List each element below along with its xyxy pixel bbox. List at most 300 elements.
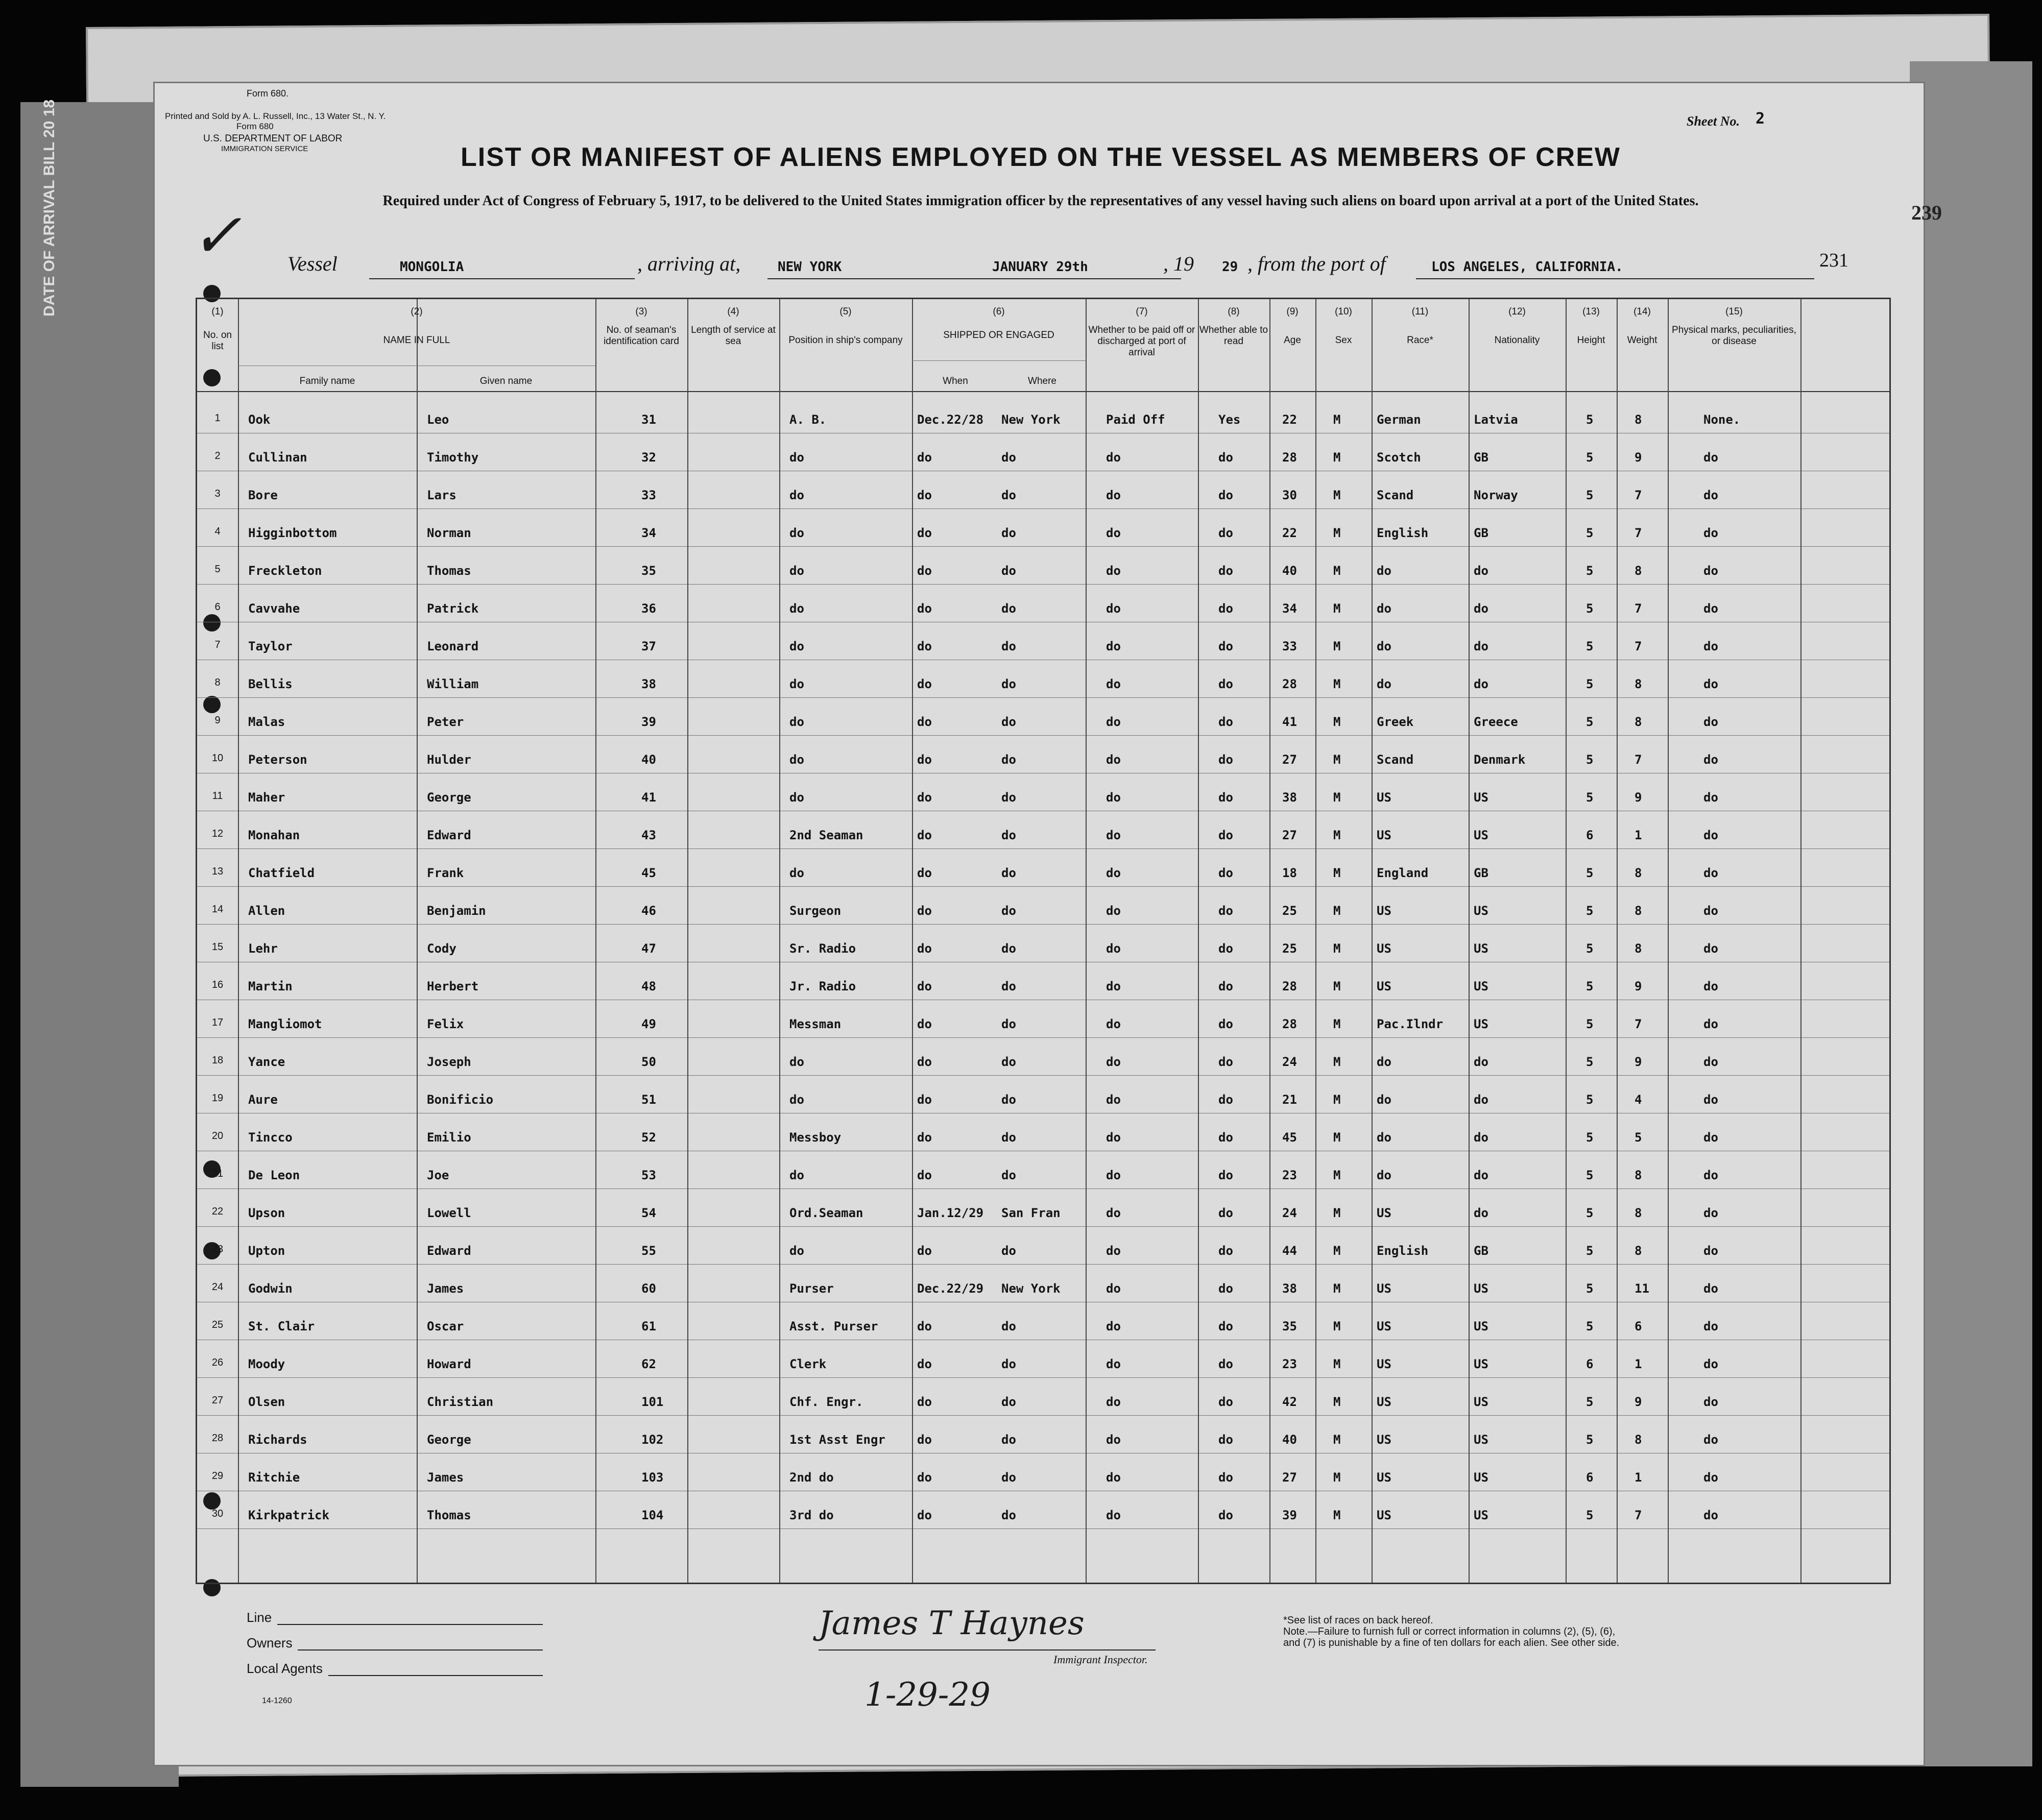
able-to-read-cell: do xyxy=(1218,753,1233,767)
header-length-of-service: Length of service at sea xyxy=(691,325,776,347)
weight-cell: 7 xyxy=(1635,1017,1642,1031)
able-to-read-cell: do xyxy=(1218,828,1233,842)
nationality-cell: do xyxy=(1474,677,1488,691)
family-name-cell: Bore xyxy=(248,488,278,502)
sex-cell: M xyxy=(1333,1470,1341,1485)
able-to-read-cell: do xyxy=(1218,1130,1233,1145)
year-suffix: 29 xyxy=(1222,259,1238,275)
shipped-when-cell: do xyxy=(917,790,932,805)
paid-off-cell: do xyxy=(1106,526,1121,540)
race-cell: US xyxy=(1377,790,1391,805)
position-cell: do xyxy=(789,488,804,502)
column-divider xyxy=(1800,299,1801,1583)
given-name-cell: James xyxy=(427,1281,464,1296)
race-cell: US xyxy=(1377,1395,1391,1409)
able-to-read-cell: do xyxy=(1218,1281,1233,1296)
position-cell: Messboy xyxy=(789,1130,842,1145)
sex-cell: M xyxy=(1333,1168,1341,1182)
height-cell: 5 xyxy=(1586,1206,1594,1220)
age-cell: 41 xyxy=(1282,715,1297,729)
shipped-where-cell: do xyxy=(1001,941,1016,956)
from-port: LOS ANGELES, CALIFORNIA. xyxy=(1431,259,1623,275)
family-name-cell: Aure xyxy=(248,1093,278,1107)
family-name-cell: Allen xyxy=(248,904,285,918)
given-name-cell: Lowell xyxy=(427,1206,471,1220)
weight-cell: 9 xyxy=(1635,790,1642,805)
shipped-where-cell: do xyxy=(1001,526,1016,540)
paid-off-cell: do xyxy=(1106,1168,1121,1182)
page-subtitle: Required under Act of Congress of February 5, 1917, to be delivered to the United States immigration officer by the representatives of any vessel having such aliens on board upon arrival at a port of the United States. xyxy=(382,193,1699,209)
weight-cell: 7 xyxy=(1635,753,1642,767)
able-to-read-cell: do xyxy=(1218,941,1233,956)
position-cell: Ord.Seaman xyxy=(789,1206,863,1220)
position-cell: do xyxy=(789,1093,804,1107)
paid-off-cell: do xyxy=(1106,564,1121,578)
header-col-8-num: (8) xyxy=(1228,306,1240,317)
race-cell: Scand xyxy=(1377,753,1414,767)
position-cell: Purser xyxy=(789,1281,834,1296)
physical-marks-cell: do xyxy=(1703,828,1718,842)
page-number: 231 xyxy=(1819,250,1848,271)
weight-cell: 8 xyxy=(1635,564,1642,578)
card-number-cell: 34 xyxy=(641,526,656,540)
height-cell: 5 xyxy=(1586,790,1594,805)
able-to-read-cell: do xyxy=(1218,564,1233,578)
column-divider xyxy=(1566,299,1567,1583)
shipped-when-cell: do xyxy=(917,1470,932,1485)
header-race: Race* xyxy=(1407,335,1433,346)
card-number-cell: 45 xyxy=(641,866,656,880)
sex-cell: M xyxy=(1333,488,1341,502)
physical-marks-cell: do xyxy=(1703,1508,1718,1522)
shipped-where-cell: do xyxy=(1001,1130,1016,1145)
background-sheet-right xyxy=(1910,61,2032,1766)
given-name-cell: George xyxy=(427,790,471,805)
age-cell: 34 xyxy=(1282,601,1297,616)
age-cell: 25 xyxy=(1282,941,1297,956)
position-cell: Surgeon xyxy=(789,904,842,918)
age-cell: 28 xyxy=(1282,677,1297,691)
physical-marks-cell: do xyxy=(1703,1319,1718,1333)
weight-cell: 8 xyxy=(1635,1206,1642,1220)
header-col-14-num: (14) xyxy=(1633,306,1651,317)
height-cell: 5 xyxy=(1586,450,1594,465)
race-cell: US xyxy=(1377,1206,1391,1220)
height-cell: 6 xyxy=(1586,1470,1594,1485)
able-to-read-cell: do xyxy=(1218,790,1233,805)
row-number: 23 xyxy=(211,1244,224,1255)
shipped-when-cell: do xyxy=(917,1244,932,1258)
physical-marks-cell: do xyxy=(1703,1017,1718,1031)
age-cell: 24 xyxy=(1282,1206,1297,1220)
row-number: 19 xyxy=(211,1093,224,1104)
form-label: Form 680. xyxy=(247,88,289,99)
header-shipped-engaged: SHIPPED OR ENGAGED xyxy=(943,330,1054,341)
column-divider xyxy=(1372,299,1373,1583)
side-stamp: DATE OF ARRIVAL BILL 20 18 xyxy=(41,99,58,317)
height-cell: 5 xyxy=(1586,1433,1594,1447)
weight-cell: 8 xyxy=(1635,1244,1642,1258)
weight-cell: 8 xyxy=(1635,677,1642,691)
sex-cell: M xyxy=(1333,450,1341,465)
paid-off-cell: do xyxy=(1106,790,1121,805)
height-cell: 5 xyxy=(1586,601,1594,616)
printer-credit xyxy=(165,111,386,132)
able-to-read-cell: do xyxy=(1218,904,1233,918)
age-cell: 28 xyxy=(1282,1017,1297,1031)
height-cell: 5 xyxy=(1586,1508,1594,1522)
card-number-cell: 51 xyxy=(641,1093,656,1107)
nationality-cell: do xyxy=(1474,601,1488,616)
position-cell: 2nd Seaman xyxy=(789,828,863,842)
paid-off-cell: do xyxy=(1106,1055,1121,1069)
age-cell: 22 xyxy=(1282,412,1297,427)
nationality-cell: do xyxy=(1474,1130,1488,1145)
age-cell: 40 xyxy=(1282,564,1297,578)
shipped-where-cell: do xyxy=(1001,1433,1016,1447)
shipped-where-cell: New York xyxy=(1001,412,1061,427)
card-number-cell: 31 xyxy=(641,412,656,427)
card-number-cell: 49 xyxy=(641,1017,656,1031)
arrival-date: JANUARY 29th xyxy=(992,259,1088,275)
nationality-cell: GB xyxy=(1474,526,1488,540)
family-name-cell: Kirkpatrick xyxy=(248,1508,329,1522)
sheet-number: 2 xyxy=(1756,110,1765,128)
row-number: 10 xyxy=(211,753,224,764)
weight-cell: 4 xyxy=(1635,1093,1642,1107)
shipped-where-cell: do xyxy=(1001,1168,1016,1182)
race-cell: US xyxy=(1377,904,1391,918)
race-cell: England xyxy=(1377,866,1429,880)
family-name-cell: Malas xyxy=(248,715,285,729)
card-number-cell: 52 xyxy=(641,1130,656,1145)
column-divider xyxy=(1668,299,1669,1583)
weight-cell: 8 xyxy=(1635,866,1642,880)
from-label: , from the port of xyxy=(1247,252,1386,275)
shipped-where-cell: do xyxy=(1001,1508,1016,1522)
column-divider xyxy=(1086,299,1087,1583)
given-name-cell: Edward xyxy=(427,1244,471,1258)
race-cell: English xyxy=(1377,526,1429,540)
year-prefix: , 19 xyxy=(1163,252,1194,275)
card-number-cell: 61 xyxy=(641,1319,656,1333)
weight-cell: 6 xyxy=(1635,1319,1642,1333)
able-to-read-cell: do xyxy=(1218,866,1233,880)
column-divider xyxy=(1269,299,1270,1583)
weight-cell: 7 xyxy=(1635,526,1642,540)
physical-marks-cell: do xyxy=(1703,1281,1718,1296)
shipped-when-cell: do xyxy=(917,639,932,653)
position-cell: Clerk xyxy=(789,1357,827,1371)
sex-cell: M xyxy=(1333,1244,1341,1258)
given-name-cell: Emilio xyxy=(427,1130,471,1145)
able-to-read-cell: do xyxy=(1218,1206,1233,1220)
able-to-read-cell: do xyxy=(1218,1168,1233,1182)
header-col-3-num: (3) xyxy=(635,306,647,317)
position-cell: do xyxy=(789,450,804,465)
row-number: 27 xyxy=(211,1395,224,1406)
nationality-cell: US xyxy=(1474,979,1488,993)
given-name-cell: Patrick xyxy=(427,601,479,616)
sex-cell: M xyxy=(1333,1319,1341,1333)
family-name-cell: Mangliomot xyxy=(248,1017,322,1031)
card-number-cell: 103 xyxy=(641,1470,664,1485)
inspector-signature: James T Haynes xyxy=(819,1605,1085,1642)
able-to-read-cell: do xyxy=(1218,677,1233,691)
card-number-cell: 40 xyxy=(641,753,656,767)
race-cell: US xyxy=(1377,979,1391,993)
header-col-7-num: (7) xyxy=(1136,306,1148,317)
paid-off-cell: do xyxy=(1106,866,1121,880)
nationality-cell: US xyxy=(1474,1508,1488,1522)
header-given-name: Given name xyxy=(479,376,533,386)
family-name-cell: Ook xyxy=(248,412,271,427)
family-name-cell: Cavvahe xyxy=(248,601,300,616)
paid-off-cell: do xyxy=(1106,1319,1121,1333)
card-number-cell: 54 xyxy=(641,1206,656,1220)
age-cell: 27 xyxy=(1282,828,1297,842)
column-divider xyxy=(912,299,913,1583)
shipped-where-cell: do xyxy=(1001,1395,1016,1409)
row-number: 24 xyxy=(211,1281,224,1293)
race-cell: English xyxy=(1377,1244,1429,1258)
race-cell: Pac.Ilndr xyxy=(1377,1017,1444,1031)
card-number-cell: 43 xyxy=(641,828,656,842)
corner-number: 239 xyxy=(1911,201,1942,224)
height-cell: 5 xyxy=(1586,904,1594,918)
shipped-where-cell: do xyxy=(1001,564,1016,578)
card-number-cell: 62 xyxy=(641,1357,656,1371)
nationality-cell: US xyxy=(1474,1017,1488,1031)
family-name-cell: St. Clair xyxy=(248,1319,315,1333)
age-cell: 27 xyxy=(1282,753,1297,767)
physical-marks-cell: do xyxy=(1703,1395,1718,1409)
sex-cell: M xyxy=(1333,1281,1341,1296)
vessel-name: MONGOLIA xyxy=(400,259,464,275)
age-cell: 45 xyxy=(1282,1130,1297,1145)
family-name-cell: Richards xyxy=(248,1433,307,1447)
nationality-cell: Greece xyxy=(1474,715,1518,729)
paid-off-cell: do xyxy=(1106,904,1121,918)
header-where: Where xyxy=(1028,376,1056,386)
paid-off-cell: do xyxy=(1106,715,1121,729)
paid-off-cell: do xyxy=(1106,1508,1121,1522)
nationality-cell: do xyxy=(1474,1168,1488,1182)
given-name-cell: Leo xyxy=(427,412,449,427)
sex-cell: M xyxy=(1333,1433,1341,1447)
position-cell: 1st Asst Engr xyxy=(789,1433,885,1447)
height-cell: 5 xyxy=(1586,1281,1594,1296)
physical-marks-cell: do xyxy=(1703,904,1718,918)
race-cell: do xyxy=(1377,1093,1391,1107)
sex-cell: M xyxy=(1333,941,1341,956)
header-col-13-num: (13) xyxy=(1582,306,1600,317)
family-name-cell: Cullinan xyxy=(248,450,307,465)
age-cell: 38 xyxy=(1282,790,1297,805)
shipped-when-cell: do xyxy=(917,1433,932,1447)
row-number: 21 xyxy=(211,1168,224,1179)
position-cell: do xyxy=(789,639,804,653)
race-cell: do xyxy=(1377,1055,1391,1069)
card-number-cell: 101 xyxy=(641,1395,664,1409)
shipped-where-cell: do xyxy=(1001,1470,1016,1485)
physical-marks-cell: do xyxy=(1703,526,1718,540)
shipped-when-cell: do xyxy=(917,828,932,842)
shipped-when-cell: Jan.12/29 xyxy=(917,1206,984,1220)
column-divider xyxy=(1617,299,1618,1583)
header-col-15-num: (15) xyxy=(1725,306,1743,317)
weight-cell: 11 xyxy=(1635,1281,1649,1296)
weight-cell: 7 xyxy=(1635,601,1642,616)
physical-marks-cell: do xyxy=(1703,979,1718,993)
nationality-cell: do xyxy=(1474,1093,1488,1107)
age-cell: 23 xyxy=(1282,1168,1297,1182)
paid-off-cell: do xyxy=(1106,1017,1121,1031)
given-name-cell: Thomas xyxy=(427,1508,471,1522)
physical-marks-cell: do xyxy=(1703,601,1718,616)
paid-off-cell: do xyxy=(1106,1470,1121,1485)
sex-cell: M xyxy=(1333,526,1341,540)
physical-marks-cell: do xyxy=(1703,790,1718,805)
sex-cell: M xyxy=(1333,904,1341,918)
paid-off-cell: do xyxy=(1106,601,1121,616)
sex-cell: M xyxy=(1333,1093,1341,1107)
physical-marks-cell: do xyxy=(1703,1470,1718,1485)
physical-marks-cell: do xyxy=(1703,1206,1718,1220)
owners-label: Owners xyxy=(247,1635,293,1651)
paid-off-cell: do xyxy=(1106,1281,1121,1296)
sex-cell: M xyxy=(1333,753,1341,767)
able-to-read-cell: do xyxy=(1218,1395,1233,1409)
race-cell: US xyxy=(1377,828,1391,842)
card-number-cell: 47 xyxy=(641,941,656,956)
sex-cell: M xyxy=(1333,866,1341,880)
row-number: 25 xyxy=(211,1319,224,1330)
position-cell: do xyxy=(789,1055,804,1069)
age-cell: 39 xyxy=(1282,1508,1297,1522)
height-cell: 5 xyxy=(1586,677,1594,691)
header-col-6-num: (6) xyxy=(993,306,1005,317)
physical-marks-cell: do xyxy=(1703,488,1718,502)
given-name-cell: Benjamin xyxy=(427,904,486,918)
footnotes xyxy=(1283,1615,1619,1648)
row-number: 2 xyxy=(214,450,221,462)
row-number: 6 xyxy=(214,601,221,613)
physical-marks-cell: None. xyxy=(1703,412,1741,427)
able-to-read-cell: do xyxy=(1218,1433,1233,1447)
shipped-when-cell: do xyxy=(917,601,932,616)
weight-cell: 9 xyxy=(1635,1055,1642,1069)
position-cell: do xyxy=(789,753,804,767)
shipped-where-cell: do xyxy=(1001,1093,1016,1107)
shipped-where-cell: do xyxy=(1001,904,1016,918)
header-nationality: Nationality xyxy=(1494,335,1540,346)
family-name-cell: Peterson xyxy=(248,753,307,767)
given-name-cell: Frank xyxy=(427,866,464,880)
race-cell: do xyxy=(1377,1168,1391,1182)
sex-cell: M xyxy=(1333,564,1341,578)
header-col-5-num: (5) xyxy=(839,306,852,317)
nationality-cell: US xyxy=(1474,1281,1488,1296)
shipped-when-cell: do xyxy=(917,904,932,918)
position-cell: Sr. Radio xyxy=(789,941,856,956)
nationality-cell: Denmark xyxy=(1474,753,1526,767)
shipped-when-cell: do xyxy=(917,488,932,502)
weight-cell: 9 xyxy=(1635,1395,1642,1409)
weight-cell: 7 xyxy=(1635,639,1642,653)
height-cell: 5 xyxy=(1586,1130,1594,1145)
weight-cell: 8 xyxy=(1635,904,1642,918)
shipped-when-cell: do xyxy=(917,1017,932,1031)
footnote-penalty-1: Note.—Failure to furnish full or correct information in columns (2), (5), (6), xyxy=(1283,1626,1616,1637)
card-number-cell: 104 xyxy=(641,1508,664,1522)
card-number-cell: 48 xyxy=(641,979,656,993)
able-to-read-cell: do xyxy=(1218,526,1233,540)
vessel-label: Vessel xyxy=(287,252,338,275)
height-cell: 6 xyxy=(1586,828,1594,842)
shipped-when-cell: do xyxy=(917,564,932,578)
nationality-cell: US xyxy=(1474,1433,1488,1447)
able-to-read-cell: do xyxy=(1218,1244,1233,1258)
shipped-where-cell: do xyxy=(1001,639,1016,653)
row-number: 5 xyxy=(214,564,221,575)
paid-off-cell: do xyxy=(1106,979,1121,993)
nationality-cell: GB xyxy=(1474,866,1488,880)
sex-cell: M xyxy=(1333,1508,1341,1522)
family-name-cell: Monahan xyxy=(248,828,300,842)
paid-off-cell: do xyxy=(1106,753,1121,767)
row-number: 12 xyxy=(211,828,224,839)
card-number-cell: 35 xyxy=(641,564,656,578)
able-to-read-cell: do xyxy=(1218,1017,1233,1031)
height-cell: 5 xyxy=(1586,412,1594,427)
paid-off-cell: do xyxy=(1106,639,1121,653)
age-cell: 42 xyxy=(1282,1395,1297,1409)
row-number: 22 xyxy=(211,1206,224,1217)
nationality-cell: US xyxy=(1474,1395,1488,1409)
given-name-cell: George xyxy=(427,1433,471,1447)
height-cell: 5 xyxy=(1586,1319,1594,1333)
header-position: Position in ship's company xyxy=(788,335,903,346)
column-divider xyxy=(238,299,239,1583)
card-number-cell: 36 xyxy=(641,601,656,616)
header-when: When xyxy=(943,376,968,386)
position-cell: do xyxy=(789,564,804,578)
age-cell: 30 xyxy=(1282,488,1297,502)
physical-marks-cell: do xyxy=(1703,1357,1718,1371)
family-name-cell: Ritchie xyxy=(248,1470,300,1485)
age-cell: 38 xyxy=(1282,1281,1297,1296)
weight-cell: 8 xyxy=(1635,412,1642,427)
row-number: 7 xyxy=(214,639,221,650)
family-name-cell: Taylor xyxy=(248,639,293,653)
sex-cell: M xyxy=(1333,1017,1341,1031)
able-to-read-cell: do xyxy=(1218,979,1233,993)
shipped-when-cell: do xyxy=(917,1508,932,1522)
physical-marks-cell: do xyxy=(1703,1433,1718,1447)
family-name-cell: Martin xyxy=(248,979,293,993)
race-cell: Scotch xyxy=(1377,450,1421,465)
sex-cell: M xyxy=(1333,412,1341,427)
able-to-read-cell: do xyxy=(1218,1508,1233,1522)
shipped-when-cell: do xyxy=(917,1357,932,1371)
weight-cell: 8 xyxy=(1635,1168,1642,1182)
sex-cell: M xyxy=(1333,715,1341,729)
shipped-when-cell: Dec.22/28 xyxy=(917,412,984,427)
paid-off-cell: Paid Off xyxy=(1106,412,1165,427)
family-name-cell: Maher xyxy=(248,790,285,805)
sex-cell: M xyxy=(1333,601,1341,616)
